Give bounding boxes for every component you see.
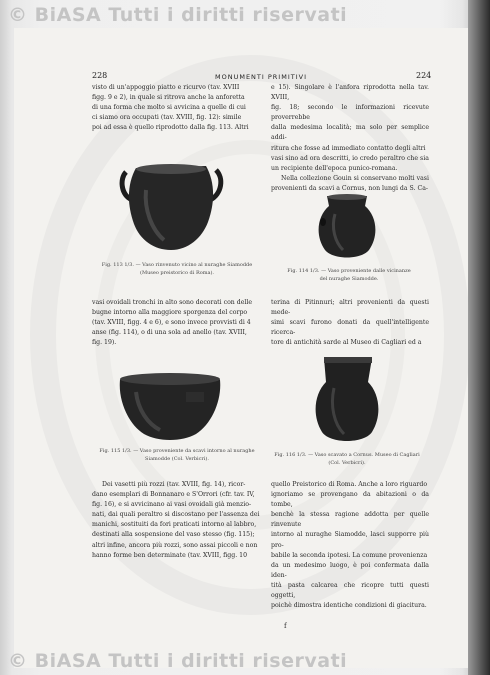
column-right-top: [271, 83, 429, 194]
text-line: quello Preistorico di Roma. Anche a loro riguardo: [271, 481, 428, 488]
text-line: tore di antichità sarde al Museo di Cagliari ed a: [271, 339, 422, 347]
running-title: MONUMENTI PRIMITIVI: [215, 73, 308, 81]
book-spine-shadow: [468, 0, 490, 675]
caption-line: Fig. 114 1/3. — Vaso proveniente dalle vicinanze: [287, 268, 411, 274]
watermark-top: © BiASA Tutti i diritti riservati: [8, 4, 348, 26]
text-line: benchè la stessa ragione addotta per quelle rinvenute: [271, 511, 429, 529]
page-number-right: 224: [416, 71, 432, 80]
text-line: dano esemplari di Bonnanaro e S'Orrori (cfr. tav. IV,: [92, 491, 255, 499]
text-line: un recipiente dell'epoca punico-romana.: [271, 164, 398, 172]
figure-115-bowl: [116, 370, 224, 442]
text-line: vasi sino ad ora descritti, io credo peraltro che sia: [271, 154, 429, 162]
text-line: tità pasta calcarea che ricopre tutti questi oggetti,: [271, 581, 429, 600]
text-line: figg. 9 e 2), in quale si ritrova anche la anforetta: [92, 94, 245, 102]
text-line: hanno forme ben determinate (tav. XVIII, figg. 10: [92, 551, 248, 559]
text-line: vasi ovoidali tronchi in alto sono decorati con delle: [92, 299, 252, 306]
text-line: (tav. XVIII, figg. 4 e 6), e sono invece provvisti di 4: [92, 319, 251, 327]
caption-line: del nuraghe Siamodde.: [319, 275, 379, 282]
caption-line: Fig. 113 1/3. — Vaso rinvenuto vicino al nuraghe Siamodde: [101, 262, 253, 268]
text-line: ci siamo ora occupati (tav. XVIII, fig. 12): simile: [92, 114, 242, 122]
caption-line: Fig. 116 1/3. — Vaso scavato a Cornus. Museo di Cagliari: [274, 452, 420, 458]
text-line: manichi, sostituiti da fori praticati intorno al labbro,: [92, 521, 257, 529]
figure-116-jar: [312, 354, 382, 446]
text-line: bugne intorno alla maggiore sporgenza del corpo: [92, 309, 248, 317]
column-right-bottom: [271, 480, 429, 611]
text-line: dalla medesima località; ma solo per semplice addi-: [271, 124, 429, 142]
signature-mark: f: [284, 622, 287, 630]
text-line: babile la seconda ipotesi. La comune provenienza: [271, 551, 428, 559]
text-line: poi ad essa è quello riprodotto dalla fig. 113. Altri: [92, 124, 249, 132]
text-line: altri infine, ancora più rozzi, sono assai piccoli e non: [92, 541, 258, 549]
text-line: di una forma che molto si avvicina a quelle di cui: [92, 104, 246, 112]
text-line: fig. 19).: [92, 339, 117, 347]
caption-line: Fig. 115 1/3. — Vaso proveniente da scavi intorno al nuraghe: [99, 448, 255, 454]
text-line: terina di Pitinnuri; altri provenienti da questi mede-: [271, 299, 429, 317]
figure-113-jar: [118, 160, 224, 252]
text-line: e 15). Singolare è l'anfora riprodotta nella tav. XVIII,: [271, 84, 429, 102]
text-line: visto di un'appoggio piatto e ricurvo (tav. XVIII: [92, 84, 240, 91]
text-line: ritura che fosse ad immediato contatto degli altri: [271, 144, 426, 152]
figure-114-vase: [313, 192, 381, 262]
column-left-bottom: [92, 480, 262, 561]
caption-line: Siamodde (Col. Verbicri).: [145, 455, 209, 462]
text-line: provenienti da scavi a Cornus, non lungi da S. Ca-: [271, 184, 428, 192]
watermark-bottom: © BiASA Tutti i diritti riservati: [8, 650, 348, 672]
text-line: Dei vasetti più rozzi (tav. XVIII, fig. 14), ricor-: [102, 481, 246, 488]
caption-fig-114: [284, 268, 414, 283]
column-left-top: [92, 83, 262, 133]
column-left-middle: [92, 298, 262, 348]
text-line: simi scavi furono donati da quell'intelligente ricerca-: [271, 319, 429, 337]
caption-fig-116: [262, 452, 432, 467]
text-line: destinati alla sospensione del vaso stesso (fig. 115);: [92, 531, 255, 539]
text-line: poichè dimostra identiche condizioni di giacitura.: [271, 602, 427, 610]
text-line: da un medesimo luogo, è poi confermata dalla iden-: [271, 561, 429, 579]
caption-line: (Museo preistorico di Roma).: [140, 269, 214, 276]
caption-fig-113: [88, 262, 266, 277]
text-line: fig. 16), e si avvicinano ai vasi ovoidali già menzio-: [92, 501, 252, 509]
text-line: intorno al nuraghe Siamodde, lasci supporre più pro-: [271, 531, 429, 549]
column-right-middle: [271, 298, 429, 348]
page-number-left: 228: [92, 71, 108, 80]
caption-fig-115: [88, 448, 266, 463]
text-line: nati, dai quali peraltro si discostano per l'assenza dei: [92, 511, 260, 519]
text-line: ignoriamo se provengano da abitazioni o da tombe,: [271, 491, 429, 509]
text-line: anse (fig. 114), o di una sola ad anello (tav. XVIII,: [92, 329, 247, 337]
text-line: fig. 18; secondo le informazioni ricevute proverrebbe: [271, 104, 429, 122]
text-line: Nella collezione Gouin si conservano molti vasi: [281, 174, 429, 182]
caption-line: (Col. Verbicri).: [328, 459, 366, 466]
